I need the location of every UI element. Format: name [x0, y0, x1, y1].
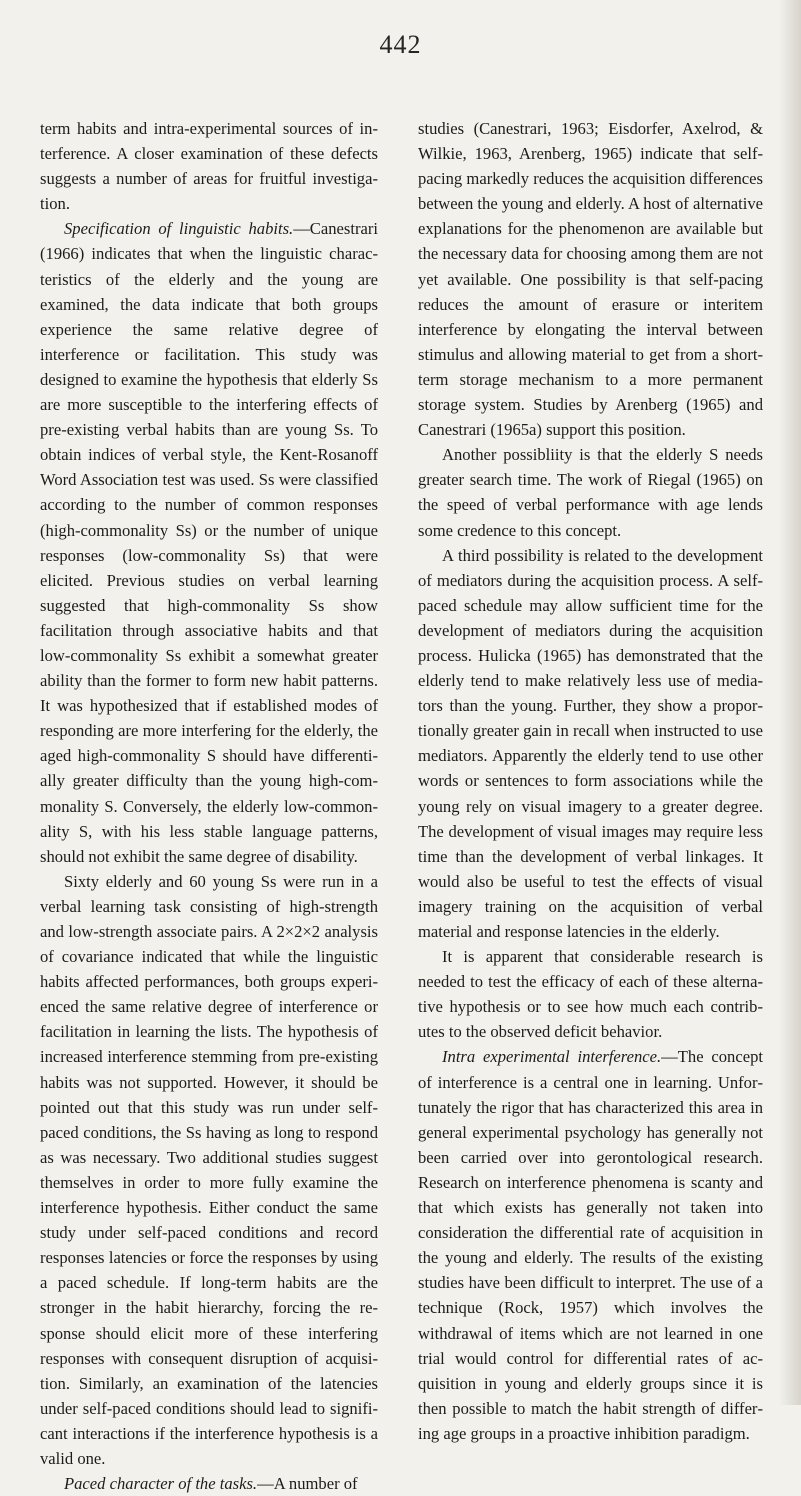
paragraph	[40, 1471, 378, 1496]
left-column	[40, 116, 378, 1496]
paragraph: Another possibliity is that the elderly S needs greater search time. The work of Riegal (1965) on the speed of verbal performance with age lends some credence to this concept.	[418, 445, 763, 540]
paragraph: It is apparent that considerable research is needed to test the efficacy of each of these alternative hypothesis or to see how much each contributes to the observed deficit behavior.	[418, 947, 763, 1042]
paragraph: Sixty elderly and 60 young Ss were run in a verbal learning task consisting of high-strength and low-strength associate pairs. A 2×2×2 analysis of covariance indicated that while the linguistic habits affected performances, both groups experienced the same relative degree of interference or facilitation in learning the lists. The hypothesis of increased interference stemming from pre-existing habits was not supported. However, it should be pointed out that this study was run under self-paced conditions, the Ss having as long to respond as was necessary. Two additional studies suggest themselves in order to more fully examine the interference hypothesis. Either conduct the same study under self-paced conditions and record responses latencies or force the responses by using a paced schedule. If long-term habits are the stronger in the habit hierarchy, forcing the response should elicit more of these interfering responses with consequent disruption of acquisition. Similarly, an examination of the latencies under self-paced conditions should lead to significant interactions if the interference hypothesis is a valid one.	[40, 871, 378, 1468]
paragraph: A third possibility is related to the development of mediators during the acquisition process. A self-paced schedule may allow sufficient time for the development of mediators during the acquisition process. Hulicka (1965) has demonstrated that the elderly tend to make relatively less use of mediators than the young. Further, they show a proportionally greater gain in recall when instructed to use mediators. Apparently the elderly tend to use other words or sentences to form associations while the young rely on visual imagery to a greater degree. The development of visual images may require less time than the development of verbal linkages. It would also be useful to test the effects of visual imagery training on the acquisition of verbal material and response latencies in the elderly.	[418, 545, 763, 941]
paragraph	[418, 1044, 763, 1446]
paragraph: studies (Canestrari, 1963; Eisdorfer, Axelrod, & Wilkie, 1963, Arenberg, 1965) indicate that self-pacing markedly reduces the acquisition differences between the young and elderly. A host of alternative explanations for the phenomenon are available but the necessary data for choosing among them are not yet available. One possibility is that self-pacing reduces the amount of erasure or interitem interference by elongating the interval between stimulus and allowing material to get from a short-term storage mechanism to a more permanent storage system. Studies by Arenberg (1965) and Canestrari (1965a) support this position.	[418, 119, 763, 440]
paragraph	[40, 216, 378, 868]
run-in-heading: Intra experimental interference.	[442, 1047, 662, 1067]
run-in-heading: Paced character of the tasks.	[64, 1474, 258, 1494]
page-number: 442	[379, 30, 422, 59]
paragraph: term habits and intra-experimental sources of interference. A closer examination of these defects suggests a number of areas for fruitful investigation.	[40, 119, 378, 214]
paragraph-text: —Canestrari (1966) indicates that when the linguistic characteristics of the elderly and the young are examined, the data indicate that both groups experience the same relative degree of interference or facilitation. This study was designed to examine the hypothesis that elderly Ss are more susceptible to the interfering effects of pre-existing verbal habits than are young Ss. To obtain indices of verbal style, the Kent-Rosanoff Word Association test was used. Ss were classified according to the number of common responses (high-commonality Ss) or the number of unique responses (low-commonality Ss) that were elicited. Previous studies on verbal learning suggested that high-commonality Ss show facilitation through associative habits and that low-commonality Ss exhibit a somewhat greater ability than the former to form new habit patterns. It was hypothesized that if established modes of responding are more interfering for the elderly, the aged high-commonality S should have differentially greater difficulty than the young high-commonality S. Conversely, the elderly low-commonality S, with his less stable language patterns, should not exhibit the same degree of disability.	[40, 219, 378, 866]
right-column	[418, 116, 763, 1446]
paragraph-text: —The concept of interference is a central one in learning. Unfortunately the rigor that has characterized this area in general experimental psychology has generally not been carried over into gerontological research. Research on interference phenomena is scanty and that which exists has generally not taken into consideration the differential rate of acquisition in the young and elderly. The results of the existing studies have been difficult to interpret. The use of a technique (Rock, 1957) which involves the withdrawal of items which are not learned in one trial would control for differential rates of acquisition in young and elderly groups since it is then possible to match the habit strength of differing age groups in a proactive inhibition paradigm.	[418, 1047, 763, 1443]
page-edge-shadow	[779, 0, 801, 1405]
paragraph-text: —A number of	[257, 1474, 358, 1494]
run-in-heading: Specification of linguistic habits.	[64, 219, 294, 239]
